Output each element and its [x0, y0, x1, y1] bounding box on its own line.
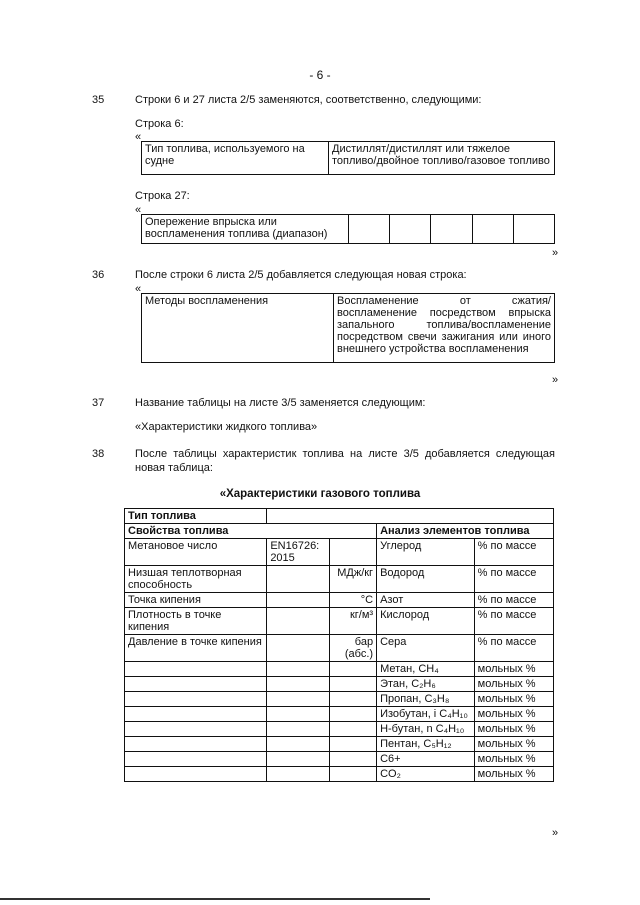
element-name: Водород	[377, 566, 475, 593]
property-unit: кг/м³	[330, 608, 377, 635]
table-cell: Тип топлива, используемого на судне	[142, 142, 329, 175]
table-cell	[349, 215, 390, 244]
property-unit	[330, 539, 377, 566]
property-name: Точка кипения	[125, 593, 267, 608]
property-unit: МДж/кг	[330, 566, 377, 593]
property-standard	[267, 635, 330, 662]
element-unit: % по массе	[474, 635, 553, 662]
gas-name: Пропан, C₃H₈	[377, 692, 475, 707]
empty-cell	[267, 722, 330, 737]
property-standard	[267, 593, 330, 608]
open-quote: «	[135, 131, 142, 143]
item-text: После таблицы характеристик топлива на листе 3/5 добавляется следующая новая таблица:	[135, 448, 555, 474]
property-standard: EN16726: 2015	[267, 539, 330, 566]
gas-name: CO₂	[377, 767, 475, 782]
close-quote: »	[552, 827, 559, 839]
item-text: Строки 6 и 27 листа 2/5 заменяются, соответственно, следующими:	[135, 94, 482, 106]
gas-unit: мольных %	[474, 737, 553, 752]
close-quote: »	[552, 374, 559, 386]
table-cell	[513, 215, 554, 244]
empty-cell	[125, 677, 267, 692]
gas-name: Этан, C₂H₆	[377, 677, 475, 692]
empty-cell	[125, 662, 267, 677]
gas-unit: мольных %	[474, 662, 553, 677]
gas-table-title: «Характеристики газового топлива	[219, 488, 421, 500]
gas-unit: мольных %	[474, 692, 553, 707]
element-name: Азот	[377, 593, 475, 608]
empty-cell	[330, 662, 377, 677]
row6-table	[141, 141, 555, 175]
empty-cell	[330, 737, 377, 752]
empty-cell	[330, 677, 377, 692]
empty-cell	[330, 692, 377, 707]
property-unit: бар (абс.)	[330, 635, 377, 662]
property-name: Давление в точке кипения	[125, 635, 267, 662]
table-cell	[472, 215, 513, 244]
empty-cell	[330, 722, 377, 737]
close-quote: »	[552, 247, 559, 259]
gas-name: Метан, CH₄	[377, 662, 475, 677]
property-name: Плотность в точке кипения	[125, 608, 267, 635]
fuel-type-value	[267, 509, 554, 524]
property-standard	[267, 566, 330, 593]
table-cell: Воспламенение от сжатия/воспламенение посредством впрыска запального топлива/воспламенение посредством свечи зажигания или иного внешнего устройства воспламенения	[334, 294, 555, 363]
table-cell: Опережение впрыска или воспламенения топлива (диапазон)	[142, 215, 349, 244]
gas-unit: мольных %	[474, 677, 553, 692]
row27-table	[141, 214, 555, 244]
footer-rule	[0, 898, 430, 900]
item-number: 37	[92, 397, 105, 409]
table-cell: Дистиллят/дистиллят или тяжелое топливо/двойное топливо/газовое топливо	[329, 142, 555, 175]
empty-cell	[125, 752, 267, 767]
empty-cell	[125, 707, 267, 722]
item-number: 35	[92, 94, 105, 106]
property-name: Низшая теплотворная способность	[125, 566, 267, 593]
empty-cell	[267, 707, 330, 722]
empty-cell	[267, 767, 330, 782]
gas-unit: мольных %	[474, 752, 553, 767]
empty-cell	[330, 707, 377, 722]
item-text: Название таблицы на листе 3/5 заменяется следующим:	[135, 397, 426, 409]
empty-cell	[125, 767, 267, 782]
empty-cell	[125, 737, 267, 752]
property-name: Метановое число	[125, 539, 267, 566]
analysis-header: Анализ элементов топлива	[377, 524, 554, 539]
new-title: «Характеристики жидкого топлива»	[135, 421, 318, 433]
item-number: 38	[92, 448, 105, 460]
row-label: Строка 6:	[135, 118, 184, 130]
empty-cell	[267, 752, 330, 767]
element-unit: % по массе	[474, 539, 553, 566]
empty-cell	[330, 752, 377, 767]
row-label: Строка 27:	[135, 190, 190, 202]
element-name: Кислород	[377, 608, 475, 635]
element-unit: % по массе	[474, 566, 553, 593]
item-text: После строки 6 листа 2/5 добавляется следующая новая строка:	[135, 269, 467, 281]
element-name: Углерод	[377, 539, 475, 566]
gas-name: Н-бутан, n C₄H₁₀	[377, 722, 475, 737]
open-quote: «	[135, 283, 142, 295]
gas-unit: мольных %	[474, 767, 553, 782]
element-unit: % по массе	[474, 593, 553, 608]
table-cell: Методы воспламенения	[142, 294, 334, 363]
item-number: 36	[92, 269, 105, 281]
empty-cell	[125, 722, 267, 737]
empty-cell	[267, 677, 330, 692]
fuel-type-label: Тип топлива	[125, 509, 267, 524]
element-name: Сера	[377, 635, 475, 662]
gas-fuel-table	[124, 508, 554, 782]
empty-cell	[330, 767, 377, 782]
table-cell	[431, 215, 472, 244]
element-unit: % по массе	[474, 608, 553, 635]
gas-name: Пентан, C₅H₁₂	[377, 737, 475, 752]
empty-cell	[267, 692, 330, 707]
gas-name: C6+	[377, 752, 475, 767]
gas-name: Изобутан, i C₄H₁₀	[377, 707, 475, 722]
gas-unit: мольных %	[474, 722, 553, 737]
table-cell	[390, 215, 431, 244]
page-number: - 6 -	[309, 68, 331, 82]
properties-header: Свойства топлива	[125, 524, 377, 539]
property-unit: °C	[330, 593, 377, 608]
property-standard	[267, 608, 330, 635]
gas-unit: мольных %	[474, 707, 553, 722]
empty-cell	[267, 737, 330, 752]
empty-cell	[125, 692, 267, 707]
empty-cell	[267, 662, 330, 677]
open-quote: «	[135, 204, 142, 216]
ignition-table	[141, 293, 555, 363]
